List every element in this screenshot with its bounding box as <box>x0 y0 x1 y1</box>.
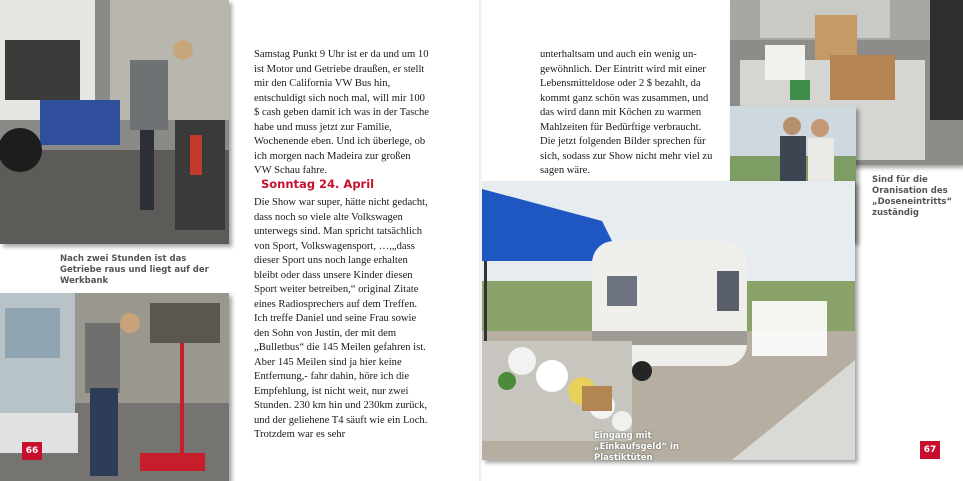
page-number-right: 67 <box>920 441 940 459</box>
left-column-text-2: Die Show war super, hätte nicht gedacht, dass noch so viele alte Volkswagen unterwegs sind. Man spricht tatsächlich von Sport, Volkswagensport, …,„dass dieser Sport uns noch lange erhalten bleibt oder dass unsere Kinder diesen Sport weiter betreiben,“ original Zitate eines Radiosprechers auf dem Treffen. Ich treffe Daniel und seine Frau sowie den Sohn von Justin, der mit dem „Bulletbus“ die 145 Meilen gefahren ist. Aber 145 Meilen sind ja hier keine Entfernung,- fahr dahin, höre ich die Empfehlung, ist nicht weit, nur zwei Stunden. 230 km hin und 230km zurück, und der geliehene T4 säuft wie ein Loch. Trotzdem war es sehr <box>254 197 428 440</box>
photo-entrance-trailer-image <box>482 181 855 460</box>
page-left <box>0 0 481 481</box>
right-column-text: unterhaltsam und auch ein wenig un-gewöhnlich. Der Eintritt wird mit einer Lebensmitteldose oder 2 $ bezahlt, da kommt ganz schön was zusammen, und das wird dann mit Köchen zu warmen Mahlzeiten für Bedürftige verbraucht. Die jetzt folgenden Bilder sprechen für sich, sodass zur Show nicht mehr viel zu sagen wäre. <box>540 49 713 176</box>
caption-top-left: Nach zwei Stunden ist das Getriebe raus und liegt auf der Werkbank <box>60 254 209 286</box>
page-right <box>482 0 963 481</box>
photo-mechanic-engine <box>0 0 229 244</box>
section-heading-sunday: Sonntag 24. April <box>261 177 375 191</box>
left-column-text-1: Samstag Punkt 9 Uhr ist er da und um 10 ist Motor und Getriebe draußen, er stellt mir den California VW Bus hin, entschuldigt sich noch mal, will mir 100 $ cash geben damit ich was in der Tasche habe und muss jetzt zur Familie, Wochenende eben. Und ich überlege, ob ich morgen nach Madeira zur großen VW Schau fahre. <box>254 49 429 176</box>
caption-bottom-right: Eingang mit „Einkaufsgeld“ in Plastiktüten <box>594 431 679 463</box>
photo-entrance-trailer <box>482 181 855 460</box>
caption-side-right: Sind für die Oranisation des „Doseneintritts“ zuständig <box>872 175 953 218</box>
photo-mechanic-engine-image <box>0 0 229 244</box>
page-number-left: 66 <box>22 442 42 460</box>
